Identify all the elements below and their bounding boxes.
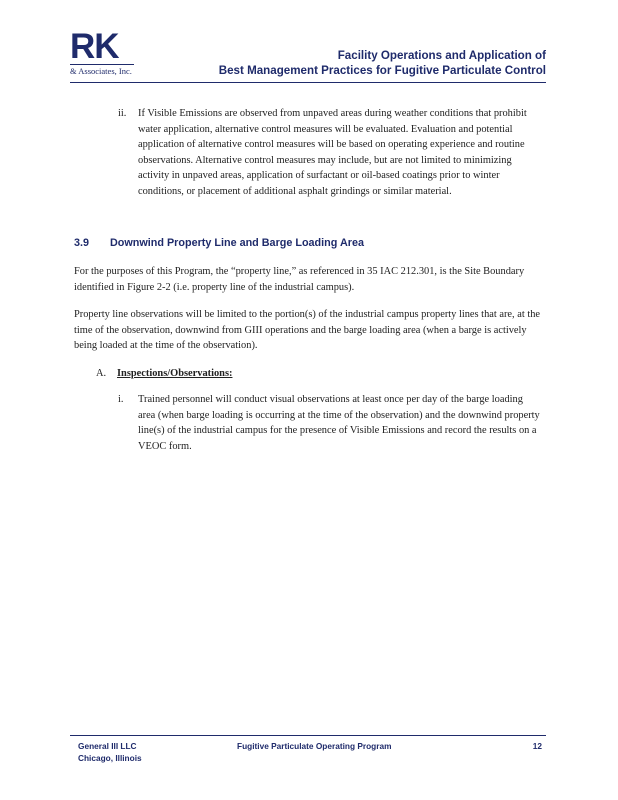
section-heading xyxy=(74,237,364,249)
header-divider xyxy=(70,82,546,83)
title-line-2: Best Management Practices for Fugitive Particulate Control xyxy=(218,64,546,77)
document-title xyxy=(219,48,546,78)
subsection-letter: A. xyxy=(96,368,107,379)
subsection-heading xyxy=(96,366,232,382)
list-item-number: i. xyxy=(118,394,124,405)
section-title: Downwind Property Line and Barge Loading Area xyxy=(110,237,364,249)
list-item-i xyxy=(118,392,542,454)
paragraph-observations: Property line observations will be limited to the portion(s) of the industrial campus property lines that are, at the time of the observation, downwind from GIII operations and the barge loading area (when a barge is actively being loaded at the time of the observation). xyxy=(74,309,541,351)
footer-divider xyxy=(70,735,546,736)
list-item-number: ii. xyxy=(118,108,127,119)
footer-location: Chicago, Illinois xyxy=(78,752,142,763)
list-item-text: Trained personnel will conduct visual observations at least once per day of the barge loading area (when barge loading is occurring at the time of the observation) and the downwind property line(s) of the industrial campus for the presence of Visible Emissions and record the results on a VEOC form. xyxy=(138,394,540,452)
footer-company-block xyxy=(78,741,142,764)
page-number: 12 xyxy=(532,741,542,751)
footer-program: Fugitive Particulate Operating Program xyxy=(237,741,392,751)
list-item-ii xyxy=(118,106,542,199)
company-logo xyxy=(70,27,140,78)
logo-subtitle: & Associates, Inc. xyxy=(70,64,134,76)
footer-company: General III LLC xyxy=(78,741,137,751)
logo-mark: RK xyxy=(70,27,119,66)
title-line-1: Facility Operations and Application of xyxy=(337,49,546,62)
list-item-text: If Visible Emissions are observed from unpaved areas during weather conditions that prohibit water application, alternative control measures will be evaluated. Evaluation and potential application of alternative control measures will be based on operating experience and routine observations. Alternative control measures may include, but are not limited to minimizing activity in unpaved areas, application of surfactant or oil-based coatings prior to winter conditions, or placement of additional asphalt grindings or similar material. xyxy=(138,108,527,197)
paragraph-property-line: For the purposes of this Program, the “property line,” as referenced in 35 IAC 212.301, is the Site Boundary identified in Figure 2-2 (i.e. property line of the industrial campus). xyxy=(74,266,525,293)
section-number: 3.9 xyxy=(74,237,90,249)
subsection-title: Inspections/Observations: xyxy=(117,368,233,379)
